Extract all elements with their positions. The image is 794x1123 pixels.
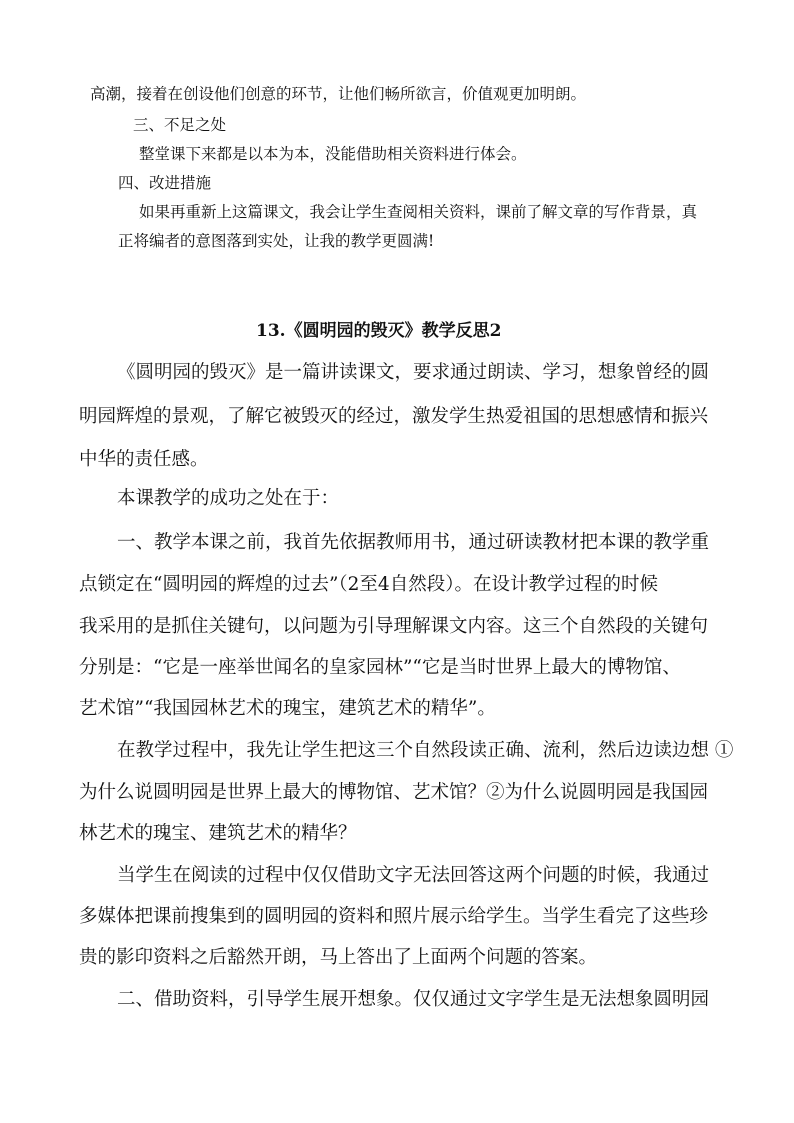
paragraph-line: 多媒体把课前搜集到的圆明园的资料和照片展示给学生。当学生看完了这些珍 <box>79 906 709 927</box>
paragraph-line: 艺术馆”“我国园林艺术的瑰宝，建筑艺术的精华”。 <box>79 698 496 719</box>
paragraph-line: 我采用的是抓住关键句，以问题为引导理解课文内容。这三个自然段的关键句 <box>79 616 709 637</box>
paragraph-line: 二、借助资料，引导学生展开想象。仅仅通过文字学生是无法想象圆明园 <box>117 989 710 1010</box>
paragraph-line: 《圆明园的毁灭》是一篇讲读课文，要求通过朗读、学习，想象曾经的圆 <box>117 362 710 383</box>
heading-shortcomings: 三、不足之处 <box>133 116 227 134</box>
section-title: 13.《圆明园的毁灭》教学反思2 <box>256 321 502 341</box>
paragraph-line: 正将编者的意图落到实处，让我的教学更圆满! <box>118 232 435 250</box>
paragraph-line: 明园辉煌的景观，了解它被毁灭的经过，激发学生热爱祖国的思想感情和振兴 <box>79 406 709 427</box>
paragraph-line: 本课教学的成功之处在于： <box>117 488 340 509</box>
paragraph-line: 贵的影印资料之后豁然开朗，马上答出了上面两个问题的答案。 <box>79 947 598 968</box>
paragraph-line: 整堂课下来都是以本为本，没能借助相关资料进行体会。 <box>139 145 527 163</box>
heading-improvements: 四、改进措施 <box>118 174 212 192</box>
paragraph-line: 为什么说圆明园是世界上最大的博物馆、艺术馆？②为什么说圆明园是我国园 <box>79 782 709 803</box>
paragraph-line: 一、教学本课之前，我首先依据教师用书，通过研读教材把本课的教学重 <box>117 532 710 553</box>
paragraph-line: 林艺术的瑰宝、建筑艺术的精华？ <box>79 823 357 844</box>
paragraph-line: 中华的责任感。 <box>79 449 209 470</box>
paragraph-line: 高潮，接着在创设他们创意的环节，让他们畅所欲言，价值观更加明朗。 <box>90 85 587 103</box>
paragraph-line: 分别是：“它是一座举世闻名的皇家园林”“它是当时世界上最大的博物馆、 <box>79 657 681 678</box>
paragraph-line: 在教学过程中，我先让学生把这三个自然段读正确、流利，然后边读边想 ① <box>117 740 734 761</box>
paragraph-line: 如果再重新上这篇课文，我会让学生查阅相关资料，课前了解文章的写作背景，真 <box>139 203 698 221</box>
paragraph-line: 当学生在阅读的过程中仅仅借助文字无法回答这两个问题的时候，我通过 <box>117 865 710 886</box>
paragraph-line: 点锁定在“圆明园的辉煌的过去”（2至4自然段）。在设计教学过程的时候 <box>79 574 658 595</box>
